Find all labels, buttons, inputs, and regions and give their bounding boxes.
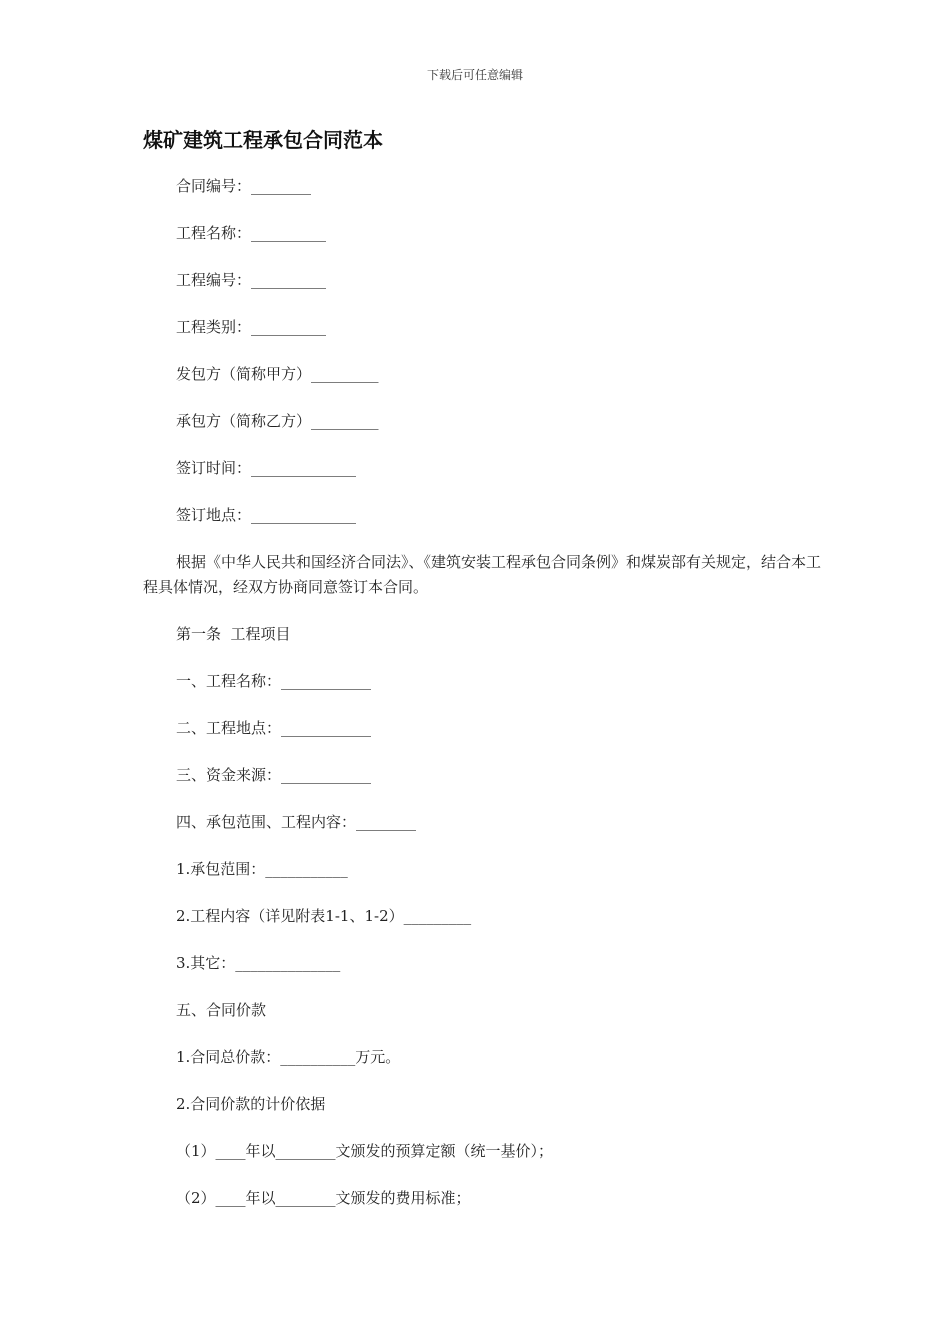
item-3-fund-source: 三、资金来源：____________: [176, 766, 372, 784]
sub-item-pricing-basis: 2.合同价款的计价依据: [176, 1095, 326, 1113]
pricing-basis-2: （2）____年以________文颁发的费用标准；: [176, 1189, 471, 1207]
document-body: [143, 174, 823, 1233]
sub-item-content: 2.工程内容（详见附表1-1、1-2）_________: [176, 907, 472, 925]
contract-number-line: 合同编号：________: [176, 177, 312, 195]
sub-item-total-price: 1.合同总价款：__________万元。: [176, 1048, 401, 1066]
document-title: 煤矿建筑工程承包合同范本: [143, 128, 383, 152]
party-a-line: 发包方（简称甲方）_________: [176, 365, 379, 383]
article-1-heading: 第一条 工程项目: [176, 625, 291, 643]
party-b-line: 承包方（简称乙方）_________: [176, 412, 379, 430]
pricing-basis-1: （1）____年以________文颁发的预算定额（统一基价）；: [176, 1142, 554, 1160]
sub-item-other: 3.其它：______________: [176, 954, 341, 972]
project-number-line: 工程编号：__________: [176, 271, 327, 289]
signing-place-line: 签订地点：______________: [176, 506, 357, 524]
preamble-paragraph: 根据《中华人民共和国经济合同法》、《建筑安装工程承包合同条例》和煤炭部有关规定，结合本工程具体情况，经双方协商同意签订本合同。: [143, 553, 822, 596]
page-header: 下载后可任意编辑: [426, 68, 523, 82]
item-1-project-name: 一、工程名称：____________: [176, 672, 372, 690]
item-5-contract-price: 五、合同价款: [176, 1001, 267, 1019]
project-category-line: 工程类别：__________: [176, 318, 327, 336]
item-2-project-location: 二、工程地点：____________: [176, 719, 372, 737]
item-4-scope-content: 四、承包范围、工程内容：________: [176, 813, 417, 831]
project-name-line: 工程名称：__________: [176, 224, 327, 242]
sub-item-scope: 1.承包范围：___________: [176, 860, 348, 878]
signing-date-line: 签订时间：______________: [176, 459, 357, 477]
